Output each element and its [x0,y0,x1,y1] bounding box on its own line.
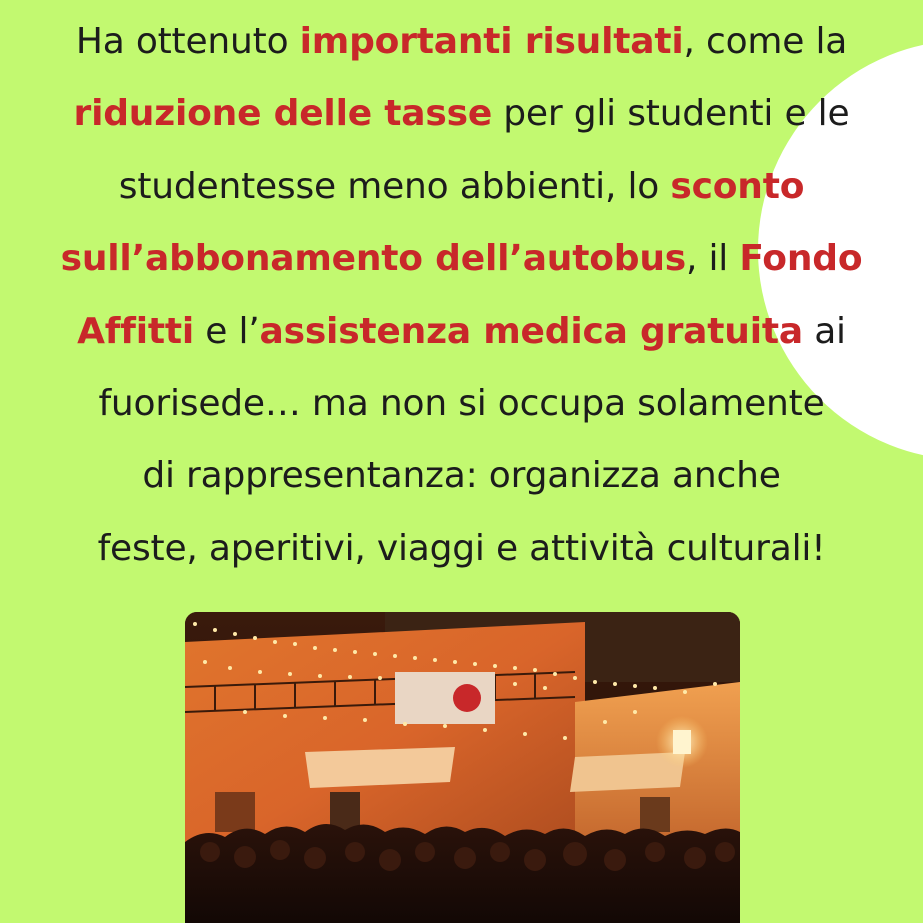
text-line-3 [0,151,923,223]
text-highlight: sconto [670,165,805,207]
text-plain: ai [802,310,846,352]
text-line-5 [0,296,923,368]
window [640,797,670,832]
body-text [0,6,923,585]
text-plain: Ha ottenuto [75,21,300,62]
text-line-1 [0,6,923,78]
text-plain: studentesse meno abbienti, lo [118,165,671,207]
photo-illustration [185,612,740,923]
awning-left [305,747,455,788]
text-highlight: riduzione delle tasse [73,93,493,135]
text-line-6: fuorisede… ma non si occupa solamente [98,383,825,425]
text-plain: , come la [683,21,848,62]
text-highlight: assistenza medica gratuita [259,310,803,352]
lamp [673,730,691,754]
text-highlight: Fondo [739,238,863,280]
text-plain: , il [686,238,740,280]
text-line-8: feste, aperitivi, viaggi e attività culturali! [97,527,826,569]
banner-logo [453,684,481,712]
party-photo [185,612,740,923]
text-line-4 [0,223,923,295]
text-highlight: sull’abbonamento dell’autobus [60,238,687,280]
text-highlight: Affitti [77,310,195,352]
text-highlight: importanti risultati [299,21,684,62]
window [215,792,255,832]
text-line-2 [0,78,923,150]
text-plain: per gli studenti e le [492,93,850,135]
crowd [185,824,740,923]
text-line-7: di rappresentanza: organizza anche [142,455,781,497]
text-plain: e l’ [194,310,260,352]
